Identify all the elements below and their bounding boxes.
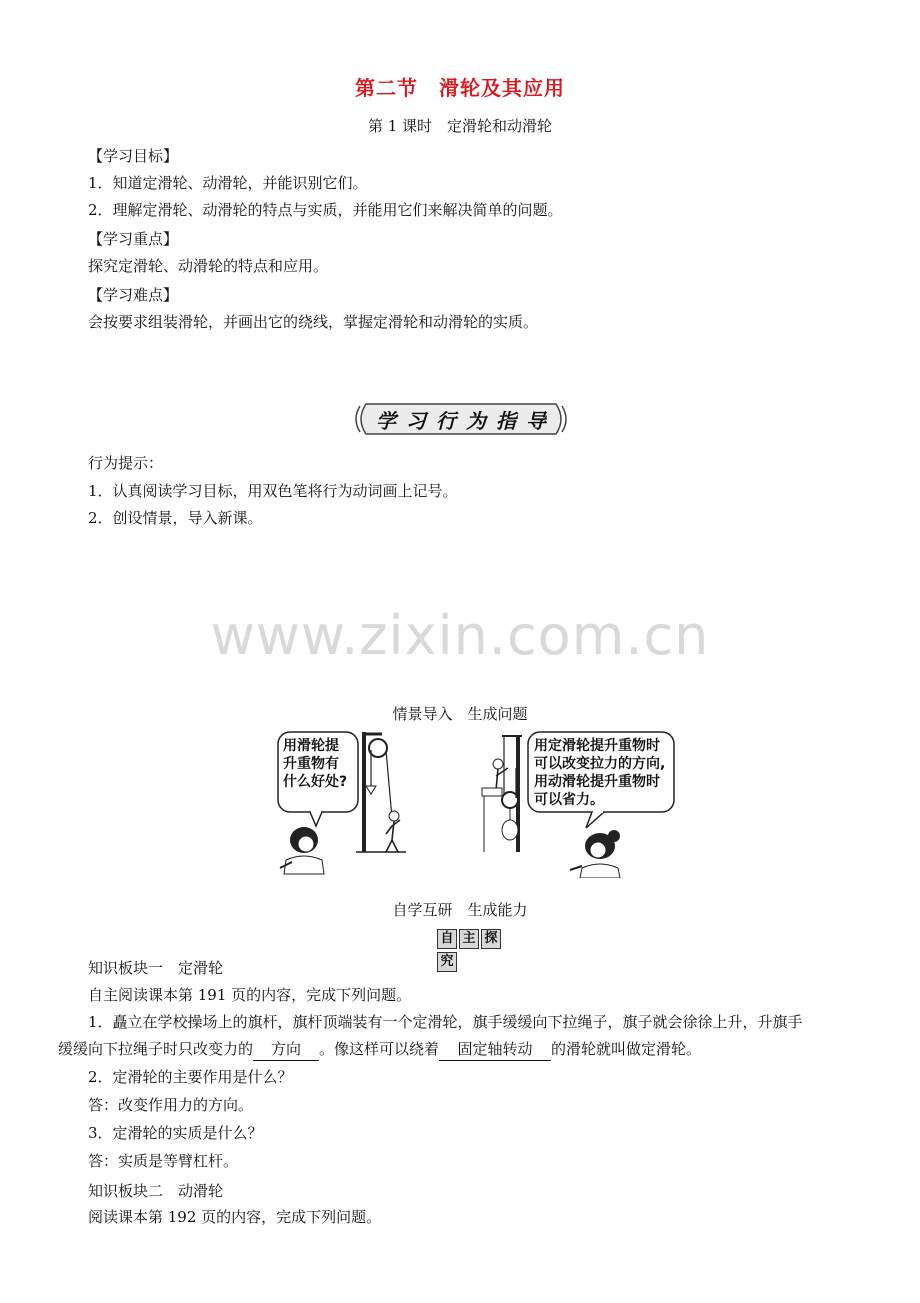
- stamp-char: 主: [459, 929, 479, 949]
- block1-heading: 知识板块一 定滑轮: [88, 959, 224, 977]
- movable-pulley-icon: [482, 736, 522, 852]
- question-3: 3．定滑轮的实质是什么？: [88, 1124, 263, 1142]
- banner-char: 指: [496, 408, 516, 433]
- question-2: 2．定滑轮的主要作用是什么？: [88, 1068, 293, 1086]
- behavior-item: 1．认真阅读学习目标，用双色笔将行为动词画上记号。: [88, 482, 458, 500]
- block2-heading: 知识板块二 动滑轮: [88, 1182, 224, 1200]
- answer-blank-direction: 方向: [253, 1038, 319, 1061]
- boy-figure: [280, 827, 324, 874]
- difficulties-heading: 【学习难点】: [88, 286, 179, 304]
- lesson-subtitle: 第 1 课时 定滑轮和动滑轮: [367, 117, 553, 135]
- self-study-heading: 自学互研 生成能力: [392, 901, 528, 919]
- banner-char: 导: [526, 408, 546, 433]
- left-bubble-text: 用滑轮提 升重物有 什么好处?: [283, 738, 348, 790]
- objective-item: 1．知道定滑轮、动滑轮，并能识别它们。: [88, 174, 368, 192]
- banner-char: 习: [406, 408, 426, 433]
- girl-figure: [570, 830, 620, 878]
- stamp-char: 究: [437, 952, 457, 972]
- banner-char: 行: [436, 408, 456, 433]
- section-banner: [352, 400, 570, 438]
- right-bubble-text: 用定滑轮提升重物时 可以改变拉力的方向, 用动滑轮提升重物时 可以省力。: [534, 738, 666, 808]
- fixed-pulley-icon: [356, 732, 406, 852]
- question-1-text-b: 。像这样可以绕着: [319, 1040, 440, 1058]
- question-1-text-c: 的滑轮就叫做定滑轮。: [551, 1040, 702, 1058]
- banner-char: 学: [376, 408, 396, 433]
- answer-blank-fixed-axis: 固定轴转动: [439, 1038, 551, 1061]
- answer-2: 答：改变作用力的方向。: [88, 1096, 254, 1114]
- difficulties-text: 会按要求组装滑轮，并画出它的绕线，掌握定滑轮和动滑轮的实质。: [88, 313, 539, 331]
- banner-char: 为: [466, 408, 486, 433]
- question-1-line2: [58, 1038, 701, 1061]
- watermark: www.zixin.com.cn: [210, 604, 710, 667]
- key-points-text: 探究定滑轮、动滑轮的特点和应用。: [88, 257, 329, 275]
- block2-intro: 阅读课本第 192 页的内容，完成下列问题。: [88, 1208, 382, 1226]
- behavior-item: 2．创设情景，导入新课。: [88, 509, 263, 527]
- behavior-heading: 行为提示：: [88, 454, 164, 472]
- objective-item: 2．理解定滑轮、动滑轮的特点与实质，并能用它们来解决简单的问题。: [88, 201, 563, 219]
- answer-3: 答：实质是等臂杠杆。: [88, 1152, 239, 1170]
- stamp-char: 自: [437, 929, 457, 949]
- stamp-char: 探: [481, 929, 501, 949]
- objectives-heading: 【学习目标】: [88, 147, 179, 165]
- question-1-text-a: 缓缓向下拉绳子时只改变力的: [58, 1040, 254, 1058]
- question-1-line1: 1．矗立在学校操场上的旗杆，旗杆顶端装有一个定滑轮，旗手缓缓向下拉绳子，旗子就会徐徐上升，升旗手: [88, 1013, 803, 1031]
- self-study-stamp: [436, 927, 516, 969]
- block1-intro: 自主阅读课本第 191 页的内容，完成下列问题。: [88, 986, 412, 1004]
- page-title: 第二节 滑轮及其应用: [355, 76, 565, 100]
- scene-heading: 情景导入 生成问题: [392, 705, 528, 723]
- key-points-heading: 【学习重点】: [88, 230, 179, 248]
